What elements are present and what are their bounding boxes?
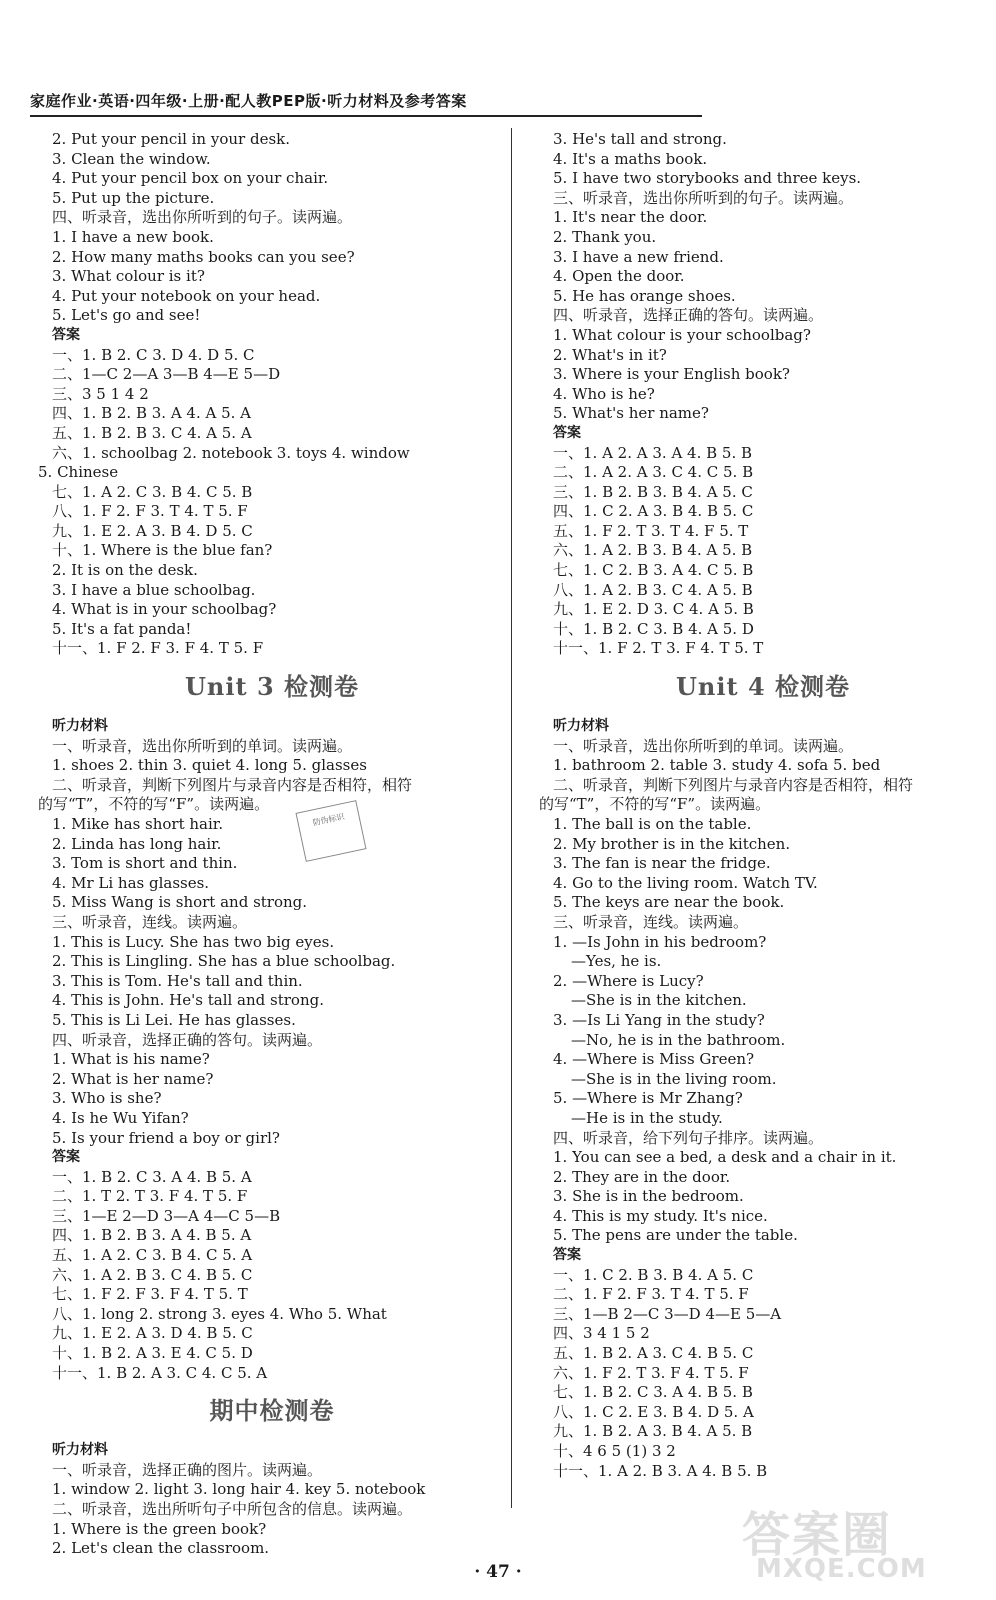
right-text-line: —She is in the living room. — [571, 1069, 777, 1088]
right-text-line: 的写“T”，不符的写“F”。读两遍。 — [539, 795, 771, 814]
left-text-line: 3. I have a blue schoolbag. — [52, 580, 256, 599]
left-text-line: 4. What is in your schoolbag? — [52, 600, 277, 619]
right-text-line: 5. —Where is Mr Zhang? — [553, 1089, 743, 1108]
left-text-line: 4. Mr Li has glasses. — [52, 873, 210, 892]
left-text-line: 八、1. long 2. strong 3. eyes 4. Who 5. What — [52, 1304, 387, 1323]
right-text-line: 四、1. C 2. A 3. B 4. B 5. C — [553, 502, 754, 521]
right-text-line: 4. It's a maths book. — [553, 149, 708, 168]
right-text-line: 5. The keys are near the book. — [553, 893, 785, 912]
right-text-line: 十、4 6 5 (1) 3 2 — [553, 1442, 676, 1460]
right-text-line: 二、听录音，判断下列图片与录音内容是否相符，相符 — [553, 775, 914, 794]
left-section-title: Unit 3 检测卷 — [185, 672, 359, 702]
left-text-line: 二、听录音，判断下列图片与录音内容是否相符，相符 — [52, 775, 413, 794]
left-text-line: 3. Clean the window. — [52, 149, 211, 168]
right-text-line: 4. This is my study. It's nice. — [553, 1206, 768, 1225]
left-text-line: 三、听录音，连线。读两遍。 — [52, 912, 248, 931]
left-text-line: 十、1. B 2. A 3. E 4. C 5. D — [52, 1344, 253, 1363]
left-text-line: 十、1. Where is the blue fan? — [52, 541, 273, 560]
left-text-line: 九、1. E 2. A 3. D 4. B 5. C — [52, 1324, 253, 1343]
right-text-line: 三、听录音，连线。读两遍。 — [553, 912, 749, 931]
left-text-line: 4. Put your notebook on your head. — [52, 286, 321, 305]
right-text-line: 七、1. B 2. C 3. A 4. B 5. B — [553, 1383, 753, 1402]
left-text-line: 2. This is Lingling. She has a blue schoolbag. — [52, 952, 396, 971]
column-divider — [511, 128, 512, 1508]
left-text-line: 5. Is your friend a boy or girl? — [52, 1128, 280, 1147]
left-text-line: 3. What colour is it? — [52, 267, 205, 286]
right-text-line: 1. It's near the door. — [553, 208, 708, 227]
left-text-line: 1. shoes 2. thin 3. quiet 4. long 5. glasses — [52, 756, 367, 775]
right-text-line: 五、1. F 2. T 3. T 4. F 5. T — [553, 521, 749, 540]
right-text-line: 四、听录音，给下列句子排序。读两遍。 — [553, 1128, 824, 1147]
right-text-line: 四、听录音，选择正确的答句。读两遍。 — [553, 306, 824, 325]
left-text-line: 十一、1. B 2. A 3. C 4. C 5. A — [52, 1363, 268, 1382]
left-text-line: 4. This is John. He's tall and strong. — [52, 991, 324, 1010]
stamp-text: 防伪标识 — [312, 812, 346, 828]
left-text-line: 五、1. A 2. C 3. B 4. C 5. A — [52, 1246, 253, 1265]
left-text-line: 七、1. A 2. C 3. B 4. C 5. B — [52, 482, 253, 501]
left-text-line: 1. I have a new book. — [52, 227, 214, 246]
right-text-line: 5. He has orange shoes. — [553, 286, 736, 305]
left-text-line: 2. It is on the desk. — [52, 561, 198, 580]
left-text-line: 七、1. F 2. F 3. F 4. T 5. T — [52, 1285, 248, 1304]
left-text-line: 5. Let's go and see! — [52, 306, 201, 325]
right-text-line: 2. —Where is Lucy? — [553, 971, 704, 990]
left-text-line: 3. Who is she? — [52, 1089, 162, 1108]
header-title: 家庭作业·英语·四年级·上册·配人教PEP版·听力材料及参考答案 — [30, 92, 467, 110]
watermark-url: MXQE.COM — [756, 1554, 927, 1584]
right-text-line: 2. Thank you. — [553, 227, 657, 246]
right-text-line: 一、听录音，选出你所听到的单词。读两遍。 — [553, 736, 854, 755]
right-text-line: 九、1. B 2. A 3. B 4. A 5. B — [553, 1422, 753, 1441]
right-text-line: 5. I have two storybooks and three keys. — [553, 169, 862, 188]
right-text-line: 1. What colour is your schoolbag? — [553, 325, 811, 344]
left-text-line: 一、1. B 2. C 3. D 4. D 5. C — [52, 345, 255, 364]
left-text-line: 二、1—C 2—A 3—B 4—E 5—D — [52, 365, 281, 384]
right-text-line: 五、1. B 2. A 3. C 4. B 5. C — [553, 1344, 754, 1363]
left-text-line: 六、1. schoolbag 2. notebook 3. toys 4. window — [52, 443, 410, 462]
right-subheading: 答案 — [553, 1247, 581, 1264]
left-text-line: 4. Is he Wu Yifan? — [52, 1108, 189, 1127]
left-text-line: 二、1. T 2. T 3. F 4. T 5. F — [52, 1187, 248, 1206]
left-text-line: 1. What is his name? — [52, 1050, 210, 1069]
left-text-line: 四、听录音，选择正确的答句。读两遍。 — [52, 1030, 323, 1049]
right-text-line: —He is in the study. — [571, 1108, 723, 1127]
left-text-line: 的写“T”，不符的写“F”。读两遍。 — [38, 795, 270, 814]
left-text-line: 一、听录音，选出你所听到的单词。读两遍。 — [52, 736, 353, 755]
left-text-line: 四、听录音，选出你所听到的句子。读两遍。 — [52, 208, 353, 227]
left-subheading: 听力材料 — [52, 1442, 108, 1459]
left-text-line: 5. This is Li Lei. He has glasses. — [52, 1010, 296, 1029]
right-text-line: 1. The ball is on the table. — [553, 815, 752, 833]
right-text-line: 二、1. F 2. F 3. T 4. T 5. F — [553, 1285, 749, 1304]
right-text-line: 4. Who is he? — [553, 384, 655, 403]
right-text-line: 3. She is in the bedroom. — [553, 1187, 744, 1206]
right-text-line: 5. The pens are under the table. — [553, 1226, 798, 1245]
right-text-line: 2. What's in it? — [553, 345, 667, 364]
right-text-line: —She is in the kitchen. — [571, 991, 747, 1010]
right-text-line: 十一、1. F 2. T 3. F 4. T 5. T — [553, 639, 764, 658]
right-text-line: 3. Where is your English book? — [553, 365, 790, 384]
left-text-line: 5. Put up the picture. — [52, 188, 215, 207]
right-text-line: 3. —Is Li Yang in the study? — [553, 1010, 765, 1029]
left-text-line: 5. Chinese — [38, 463, 119, 482]
left-text-line: 一、听录音，选择正确的图片。读两遍。 — [52, 1460, 323, 1479]
right-text-line: 4. Open the door. — [553, 267, 685, 286]
right-text-line: —No, he is in the bathroom. — [571, 1030, 786, 1049]
left-text-line: 2. How many maths books can you see? — [52, 247, 355, 266]
left-text-line: 五、1. B 2. B 3. C 4. A 5. A — [52, 423, 252, 442]
left-text-line: 三、1—E 2—D 3—A 4—C 5—B — [52, 1206, 281, 1225]
right-text-line: 三、1. B 2. B 3. B 4. A 5. C — [553, 482, 753, 501]
right-text-line: 七、1. C 2. B 3. A 4. C 5. B — [553, 561, 754, 580]
right-text-line: 3. The fan is near the fridge. — [553, 854, 771, 873]
left-text-line: 十一、1. F 2. F 3. F 4. T 5. F — [52, 639, 264, 658]
left-text-line: 1. This is Lucy. She has two big eyes. — [52, 932, 335, 951]
left-text-line: 2. Let's clean the classroom. — [52, 1539, 270, 1558]
right-text-line: 九、1. E 2. D 3. C 4. A 5. B — [553, 600, 754, 619]
right-text-line: 三、听录音，选出你所听到的句子。读两遍。 — [553, 188, 854, 207]
right-text-line: 二、1. A 2. A 3. C 4. C 5. B — [553, 463, 754, 482]
left-subheading: 答案 — [52, 1149, 80, 1166]
left-column — [38, 130, 492, 1559]
left-text-line: 1. window 2. light 3. long hair 4. key 5. notebook — [52, 1480, 426, 1499]
right-column — [539, 130, 973, 1481]
left-section-title: 期中检测卷 — [209, 1396, 335, 1426]
right-text-line: 十、1. B 2. C 3. B 4. A 5. D — [553, 619, 754, 638]
right-text-line: 1. —Is John in his bedroom? — [553, 932, 767, 951]
left-text-line: 四、1. B 2. B 3. A 4. A 5. A — [52, 404, 252, 423]
left-text-line: 4. Put your pencil box on your chair. — [52, 169, 329, 188]
right-text-line: 1. bathroom 2. table 3. study 4. sofa 5. bed — [553, 756, 881, 775]
right-text-line: 三、1—B 2—C 3—D 4—E 5—A — [553, 1304, 782, 1323]
watermark-logo-text: 答案圈 — [742, 1507, 893, 1563]
right-text-line: 十一、1. A 2. B 3. A 4. B 5. B — [553, 1461, 768, 1480]
left-subheading: 答案 — [52, 326, 80, 343]
left-subheading: 听力材料 — [52, 718, 108, 735]
right-subheading: 答案 — [553, 424, 581, 441]
right-text-line: 3. I have a new friend. — [553, 247, 724, 266]
left-text-line: 5. Miss Wang is short and strong. — [52, 893, 308, 912]
right-text-line: 八、1. A 2. B 3. C 4. A 5. B — [553, 580, 753, 599]
right-text-line: 4. —Where is Miss Green? — [553, 1050, 755, 1069]
left-text-line: 六、1. A 2. B 3. C 4. B 5. C — [52, 1265, 253, 1284]
right-text-line: 1. You can see a bed, a desk and a chair in it. — [553, 1148, 897, 1167]
right-text-line: 5. What's her name? — [553, 404, 709, 423]
header-rule — [30, 115, 702, 117]
left-text-line: 二、听录音，选出所听句子中所包含的信息。读两遍。 — [52, 1500, 413, 1518]
right-text-line: 2. They are in the door. — [553, 1167, 731, 1186]
page-header — [30, 90, 702, 117]
right-subheading: 听力材料 — [553, 718, 609, 735]
left-text-line: 四、1. B 2. B 3. A 4. B 5. A — [52, 1226, 252, 1245]
site-watermark — [736, 1496, 986, 1588]
right-text-line: 四、3 4 1 5 2 — [553, 1324, 650, 1343]
left-text-line: 一、1. B 2. C 3. A 4. B 5. A — [52, 1167, 252, 1186]
right-text-line: —Yes, he is. — [571, 952, 662, 971]
page-number: · 47 · — [474, 1562, 522, 1582]
right-text-line: 3. He's tall and strong. — [553, 130, 727, 148]
right-text-line: 六、1. A 2. B 3. B 4. A 5. B — [553, 541, 753, 560]
right-text-line: 2. My brother is in the kitchen. — [553, 834, 791, 853]
left-text-line: 5. It's a fat panda! — [52, 619, 192, 638]
left-text-line: 2. Linda has long hair. — [52, 834, 222, 853]
right-text-line: 六、1. F 2. T 3. F 4. T 5. F — [553, 1363, 749, 1382]
right-text-line: 一、1. C 2. B 3. B 4. A 5. C — [553, 1265, 754, 1284]
right-text-line: 一、1. A 2. A 3. A 4. B 5. B — [553, 443, 753, 462]
right-section-title: Unit 4 检测卷 — [676, 672, 850, 702]
left-text-line: 3. This is Tom. He's tall and thin. — [52, 971, 303, 990]
left-text-line: 九、1. E 2. A 3. B 4. D 5. C — [52, 521, 253, 540]
right-text-line: 4. Go to the living room. Watch TV. — [553, 873, 818, 892]
right-text-line: 八、1. C 2. E 3. B 4. D 5. A — [553, 1402, 754, 1421]
left-text-line: 三、3 5 1 4 2 — [52, 384, 149, 403]
left-text-line: 3. Tom is short and thin. — [52, 854, 238, 873]
left-text-line: 2. What is her name? — [52, 1069, 214, 1088]
left-text-line: 2. Put your pencil in your desk. — [52, 130, 291, 148]
left-text-line: 八、1. F 2. F 3. T 4. T 5. F — [52, 502, 248, 521]
left-text-line: 1. Mike has short hair. — [52, 815, 224, 833]
left-text-line: 1. Where is the green book? — [52, 1519, 267, 1538]
